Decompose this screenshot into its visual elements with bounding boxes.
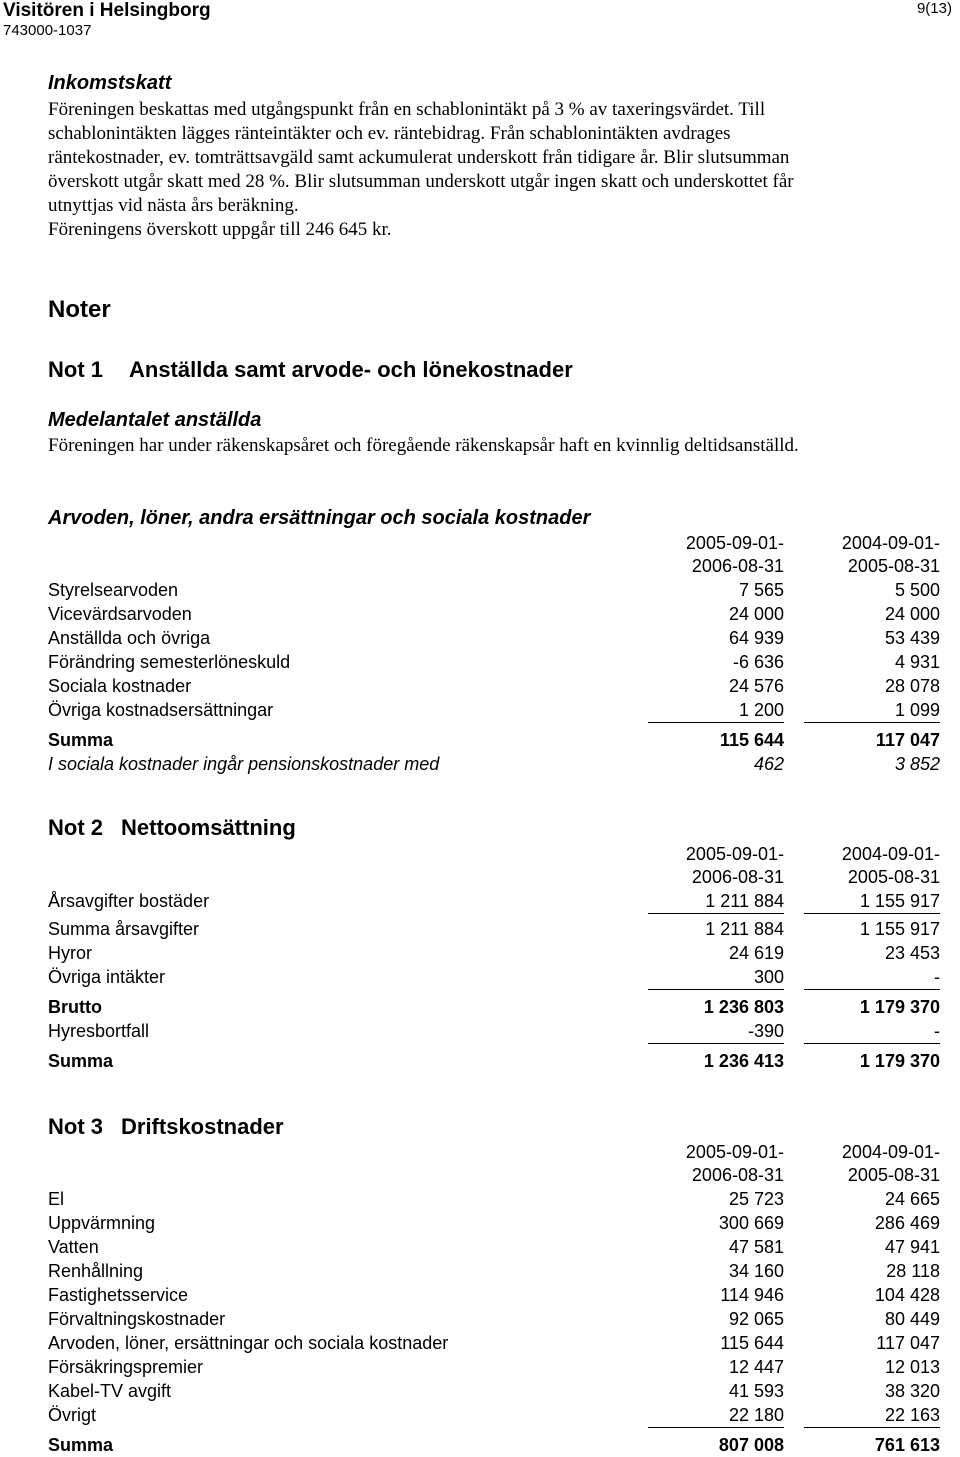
row-previous: 286 469 bbox=[874, 1213, 940, 1233]
row-previous: 1 179 370 bbox=[859, 997, 940, 1017]
row-current: -6 636 bbox=[732, 652, 784, 672]
period-header-row bbox=[48, 555, 940, 578]
note1-subtitle: Medelantalet anställda bbox=[48, 409, 262, 431]
row-previous: 38 320 bbox=[884, 1381, 940, 1401]
row-label: El bbox=[48, 1189, 65, 1209]
table-row bbox=[48, 1235, 940, 1259]
note3-table bbox=[48, 1141, 940, 1457]
row-current: 12 447 bbox=[728, 1357, 784, 1377]
row-current: 22 180 bbox=[648, 1403, 784, 1428]
period-current-from: 2005-09-01- bbox=[685, 533, 784, 553]
income-tax-paragraph bbox=[48, 98, 943, 242]
row-previous: 104 428 bbox=[874, 1285, 940, 1305]
row-label: Arvoden, löner, ersättningar och sociala kostnader bbox=[48, 1333, 449, 1353]
row-previous: 80 449 bbox=[884, 1309, 940, 1329]
table-row bbox=[48, 1331, 940, 1355]
note2-title: Nettoomsättning bbox=[121, 815, 296, 840]
table-row bbox=[48, 1283, 940, 1307]
row-previous: 4 931 bbox=[894, 652, 940, 672]
gross-row bbox=[48, 995, 940, 1019]
row-label: Vatten bbox=[48, 1237, 99, 1257]
table-row bbox=[48, 698, 940, 722]
total-current: 115 644 bbox=[719, 730, 784, 750]
table-row bbox=[48, 578, 940, 602]
period-current-to: 2006-08-31 bbox=[691, 1165, 784, 1185]
row-previous: 28 078 bbox=[884, 676, 940, 696]
row-label: Fastighetsservice bbox=[48, 1285, 189, 1305]
note3-title: Driftskostnader bbox=[121, 1114, 284, 1139]
period-previous-to: 2005-08-31 bbox=[847, 867, 940, 887]
note3-number: Not 3 bbox=[48, 1114, 103, 1139]
total-current: 807 008 bbox=[718, 1435, 784, 1455]
pension-current: 462 bbox=[753, 754, 784, 774]
row-label: Summa årsavgifter bbox=[48, 919, 200, 939]
row-label: Årsavgifter bostäder bbox=[48, 891, 210, 911]
row-label: Försäkringspremier bbox=[48, 1357, 204, 1377]
row-current: 114 946 bbox=[720, 1285, 784, 1305]
note2-number: Not 2 bbox=[48, 815, 103, 840]
total-label: Summa bbox=[48, 730, 114, 750]
total-row bbox=[48, 1049, 940, 1073]
income-tax-line: schablonintäkten lägges ränteintäkter och ev. räntebidrag. Från schablonintäkten avdrages bbox=[48, 123, 731, 144]
row-current: 47 581 bbox=[728, 1237, 784, 1257]
row-previous: 117 047 bbox=[876, 1333, 940, 1353]
note1-heading bbox=[48, 357, 573, 383]
row-current: 300 669 bbox=[718, 1213, 784, 1233]
row-label: Styrelsearvoden bbox=[48, 580, 179, 600]
total-previous: 1 179 370 bbox=[859, 1051, 940, 1071]
row-previous: 22 163 bbox=[804, 1403, 940, 1428]
row-label: Hyresbortfall bbox=[48, 1021, 150, 1041]
row-current: 1 236 803 bbox=[703, 997, 784, 1017]
row-previous: 47 941 bbox=[884, 1237, 940, 1257]
row-current: 1 211 884 bbox=[648, 889, 784, 914]
table-row bbox=[48, 602, 940, 626]
row-current: 34 160 bbox=[728, 1261, 784, 1281]
period-current-to: 2006-08-31 bbox=[691, 556, 784, 576]
period-header-row bbox=[48, 1141, 940, 1164]
income-tax-line: överskott utgår skatt med 28 %. Blir slutsumman underskott utgår ingen skatt och underskottet får bbox=[48, 171, 794, 192]
table-row bbox=[48, 1259, 940, 1283]
period-previous-from: 2004-09-01- bbox=[841, 1142, 940, 1162]
row-previous: 24 665 bbox=[884, 1189, 940, 1209]
row-label: Övriga intäkter bbox=[48, 967, 166, 987]
table-row bbox=[48, 917, 940, 941]
row-label: Förvaltningskostnader bbox=[48, 1309, 226, 1329]
total-current: 1 236 413 bbox=[703, 1051, 784, 1071]
row-label: Övrigt bbox=[48, 1405, 97, 1425]
note2-heading bbox=[48, 815, 296, 841]
note2-table bbox=[48, 843, 940, 1073]
row-previous: 12 013 bbox=[884, 1357, 940, 1377]
row-previous: 1 155 917 bbox=[804, 889, 940, 914]
period-header-row bbox=[48, 843, 940, 866]
row-previous: - bbox=[804, 965, 940, 990]
total-row bbox=[48, 728, 940, 752]
table-row bbox=[48, 626, 940, 650]
total-label: Summa bbox=[48, 1051, 114, 1071]
table-row bbox=[48, 965, 940, 989]
row-current: 25 723 bbox=[728, 1189, 784, 1209]
note1-table bbox=[48, 532, 940, 776]
period-header-row bbox=[48, 866, 940, 889]
income-tax-line: utnyttjas vid nästa års beräkning. bbox=[48, 195, 299, 216]
period-current-from: 2005-09-01- bbox=[685, 1142, 784, 1162]
row-label: Hyror bbox=[48, 943, 92, 963]
total-row bbox=[48, 1433, 940, 1457]
note1-text: Föreningen har under räkenskapsåret och föregående räkenskapsår haft en kvinnlig deltidsanställd. bbox=[48, 435, 799, 456]
row-current: 92 065 bbox=[728, 1309, 784, 1329]
period-header-row bbox=[48, 1164, 940, 1187]
row-previous: - bbox=[804, 1019, 940, 1044]
row-label: Kabel-TV avgift bbox=[48, 1381, 172, 1401]
notes-heading: Noter bbox=[48, 296, 111, 323]
row-current: 24 000 bbox=[728, 604, 784, 624]
table-row bbox=[48, 1019, 940, 1043]
row-current: 64 939 bbox=[728, 628, 784, 648]
period-header-row bbox=[48, 532, 940, 555]
row-current: 1 200 bbox=[648, 698, 784, 723]
row-label: Uppvärmning bbox=[48, 1213, 156, 1233]
table-row bbox=[48, 1187, 940, 1211]
period-previous-from: 2004-09-01- bbox=[841, 844, 940, 864]
note1-number: Not 1 bbox=[48, 357, 103, 382]
row-previous: 5 500 bbox=[894, 580, 940, 600]
pension-label: I sociala kostnader ingår pensionskostnader med bbox=[48, 754, 440, 774]
total-previous: 761 613 bbox=[874, 1435, 940, 1455]
note1-title: Anställda samt arvode- och lönekostnader bbox=[129, 357, 573, 382]
income-tax-heading: Inkomstskatt bbox=[48, 72, 172, 94]
income-tax-line: Föreningen beskattas med utgångspunkt från en schablonintäkt på 3 % av taxeringsvärdet. Till bbox=[48, 99, 766, 120]
table-row bbox=[48, 674, 940, 698]
row-previous: 1 099 bbox=[804, 698, 940, 723]
pension-row bbox=[48, 752, 940, 776]
org-number: 743000-1037 bbox=[3, 22, 92, 39]
table-row bbox=[48, 1403, 940, 1427]
row-current: -390 bbox=[648, 1019, 784, 1044]
income-tax-line: räntekostnader, ev. tomträttsavgäld samt ackumulerat underskott från tidigare år. Blir slutsumman bbox=[48, 147, 790, 168]
period-current-to: 2006-08-31 bbox=[691, 867, 784, 887]
table-row bbox=[48, 941, 940, 965]
row-previous: 1 155 917 bbox=[859, 919, 940, 939]
table-row bbox=[48, 889, 940, 913]
row-label: Övriga kostnadsersättningar bbox=[48, 700, 274, 720]
row-previous: 24 000 bbox=[884, 604, 940, 624]
row-current: 300 bbox=[648, 965, 784, 990]
row-previous: 23 453 bbox=[884, 943, 940, 963]
table-row bbox=[48, 1355, 940, 1379]
row-label: Förändring semesterlöneskuld bbox=[48, 652, 291, 672]
page-number: 9(13) bbox=[916, 0, 952, 17]
total-previous: 117 047 bbox=[875, 730, 940, 750]
row-previous: 53 439 bbox=[884, 628, 940, 648]
row-current: 7 565 bbox=[738, 580, 784, 600]
table-row bbox=[48, 1211, 940, 1235]
row-current: 24 576 bbox=[728, 676, 784, 696]
row-current: 24 619 bbox=[728, 943, 784, 963]
row-label: Vicevärdsarvoden bbox=[48, 604, 192, 624]
income-tax-line: Föreningens överskott uppgår till 246 645 kr. bbox=[48, 219, 392, 240]
row-current: 41 593 bbox=[728, 1381, 784, 1401]
pension-previous: 3 852 bbox=[894, 754, 940, 774]
row-label: Sociala kostnader bbox=[48, 676, 192, 696]
note1-table-title: Arvoden, löner, andra ersättningar och sociala kostnader bbox=[48, 507, 591, 529]
table-row bbox=[48, 1307, 940, 1331]
row-label: Renhållning bbox=[48, 1261, 144, 1281]
period-previous-to: 2005-08-31 bbox=[847, 556, 940, 576]
row-label: Anställda och övriga bbox=[48, 628, 211, 648]
period-current-from: 2005-09-01- bbox=[685, 844, 784, 864]
row-previous: 28 118 bbox=[886, 1261, 940, 1281]
period-previous-to: 2005-08-31 bbox=[847, 1165, 940, 1185]
row-current: 115 644 bbox=[720, 1333, 784, 1353]
note3-heading bbox=[48, 1114, 284, 1140]
table-row bbox=[48, 1379, 940, 1403]
total-label: Summa bbox=[48, 1435, 114, 1455]
row-label: Brutto bbox=[48, 997, 102, 1017]
table-row bbox=[48, 650, 940, 674]
association-name: Visitören i Helsingborg bbox=[3, 0, 211, 21]
row-current: 1 211 884 bbox=[705, 919, 784, 939]
period-previous-from: 2004-09-01- bbox=[841, 533, 940, 553]
